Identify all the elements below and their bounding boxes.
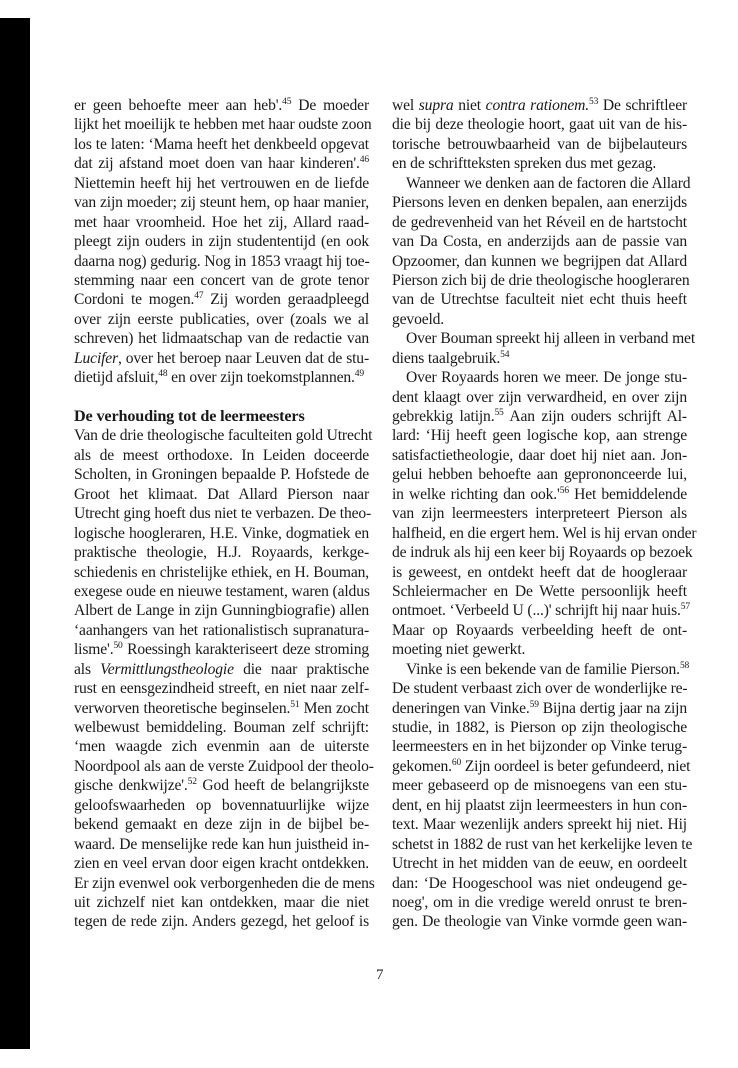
left-column	[74, 96, 375, 932]
text-line: diens taalgebruik.$^{54}$	[392, 349, 510, 367]
text-line: Over Royaards horen we meer. De jonge stu-	[406, 369, 687, 387]
text-line: leermeesters en in het bijzonder op Vinke terug-	[392, 738, 687, 756]
text-line: dent klaagt over zijn verwardheid, en over zijn	[392, 388, 687, 406]
text-line: daarna nog) gedurig. Nog in 1853 vraagt hij toe-	[74, 252, 370, 270]
text-line: noeg', om in die vredige wereld onrust te bren-	[392, 893, 687, 911]
text-line: gebrekkig latijn.$^{55}$ Aan zijn ouders schrijft Al-	[392, 408, 687, 425]
right-column	[392, 96, 697, 932]
text-line: text. Maar wezenlijk anders spreekt hij niet. Hij	[392, 816, 687, 834]
text-line: torische betrouwbaarheid van de bijbelauteurs	[392, 135, 687, 153]
text-line: die bij deze theologie hoort, gaat uit van de his-	[392, 116, 687, 134]
text-line: uit zichzelf niet kan ontdekken, maar die niet	[74, 893, 369, 911]
text-line: gische denkwijze'.$^{52}$ God heeft de belangrijkste	[74, 777, 369, 795]
text-line: schetst in 1882 de rust van het kerkelijke leven te	[392, 835, 693, 853]
text-line: studie, in 1882, is Pierson op zijn theologische	[392, 719, 687, 736]
text-line: van de Utrechtse faculteit niet echt thuis heeft	[392, 291, 687, 309]
text-line: ‘aanhangers van het rationalistisch supranatura-	[74, 621, 369, 639]
scan-black-edge	[0, 18, 30, 1049]
text-line: van zijn moeder; zij steunt hem, op haar manier,	[74, 194, 369, 212]
text-line: Maar op Royaards verbeelding heeft de ont-	[392, 621, 687, 639]
text-line: ontmoet. ‘Verbeeld U (...)' schrijft hij naar huis.$^{57}$	[392, 602, 690, 620]
text-line: rust en eensgezindheid streeft, en niet naar zelf-	[74, 680, 369, 698]
text-line: schiedenis en christelijke ethiek, en H. Bouman,	[74, 563, 369, 581]
text-line: geloofswaarheden op bovennatuurlijke wijze	[74, 796, 369, 814]
text-line: is geweest, en ontdekt heeft dat de hoogleraar	[392, 563, 687, 581]
text-line: zien en veel ervan door eigen kracht ontdekken.	[74, 855, 369, 873]
text-line: Noordpool als aan de verste Zuidpool der theolo-	[74, 757, 374, 775]
text-line: gekomen.$^{60}$ Zijn oordeel is beter gefundeerd, niet	[392, 757, 691, 775]
text-line: tegen de rede zijn. Anders gezegd, het geloof is	[74, 913, 369, 931]
text-line: Utrecht in het midden van de eeuw, en oordeelt	[392, 855, 687, 873]
text-line: Niettemin heeft hij het vertrouwen en de liefde	[74, 174, 369, 192]
text-line: als de meest orthodoxe. In Leiden doceerde	[74, 446, 369, 464]
text-line: als Vermittlungstheologie die naar praktische	[74, 660, 369, 678]
text-line: Schleiermacher en De Wette persoonlijk heeft	[392, 582, 687, 600]
text-line: stemming naar een concert van de grote tenor	[74, 271, 369, 289]
text-line: Piersons leven en denken bepalen, aan enerzijds	[392, 194, 687, 212]
text-line: met haar vroomheid. Hoe het zij, Allard raad-	[74, 213, 369, 231]
text-line: satisfactietheologie, daar doet hij niet aan. Jon-	[392, 446, 687, 464]
text-line: Er zijn evenwel ook verborgenheden die de mens	[74, 874, 375, 892]
text-line: Wanneer we denken aan de factoren die Allard	[406, 174, 691, 192]
text-line: de indruk als hij een keer bij Royaards op bezoek	[392, 544, 693, 562]
text-line: lard: ‘Hij heeft geen logische kop, aan strenge	[392, 427, 687, 445]
text-line: meer gebaseerd op de misnoegens van een stu-	[392, 777, 687, 795]
text-line: schreven) het lidmaatschap van de redactie van	[74, 330, 369, 348]
text-line: in welke richting dan $ook.'^{56}$ Het bemiddelende	[392, 485, 687, 503]
text-line: deneringen van Vinke.$^{59}$ Bijna dertig jaar na zijn	[392, 699, 687, 717]
text-line: Over Bouman spreekt hij alleen in verband met	[406, 330, 696, 348]
text-line: Albert de Lange in zijn Gunningbiografie) allen	[74, 602, 369, 620]
text-line: Vinke is een bekende van de familie Pierson.$^{58}$	[406, 660, 690, 678]
text-line: Cordoni te mogen.$^{47}$ Zij worden geraadpleegd	[74, 291, 369, 309]
text-line: over zijn eerste publicaties, over (zoals we al	[74, 310, 369, 328]
text-line: gevoeld.	[392, 310, 445, 328]
text-line: dietijd afsluit,$^{48}$ en over zijn toekomstplannen.$^{49}$	[74, 369, 364, 387]
text-line: gen. De theologie van Vinke vormde geen wan-	[392, 913, 687, 931]
text-line: pleegt zijn ouders in zijn studententijd (en ook	[74, 233, 369, 251]
text-line: lijkt het moeilijk te hebben met haar oudste zoon	[74, 116, 372, 134]
text-line: logische hoogleraren, H.E. Vinke, dogmatiek en	[74, 524, 369, 542]
text-line: de gedrevenheid van het Réveil en de hartstocht	[392, 213, 687, 231]
text-line: dent, en hij plaatst zijn leermeesters in hun con-	[392, 796, 687, 814]
text-line: exegese oude en nieuwe testament, waren (aldus	[74, 582, 370, 600]
text-line: lisme'.$^{50}$ Roessingh karakteriseert deze stroming	[74, 641, 369, 659]
blank-line	[74, 388, 369, 407]
text-line: ‘men waagde zich evenmin aan de uiterste	[74, 738, 369, 756]
text-line: los te laten: ‘Mama heeft het denkbeeld opgevat	[74, 135, 369, 153]
text-line: dan: ‘De Hoogeschool was niet ondeugend ge-	[392, 874, 687, 892]
text-line: en de schriftteksten spreken dus met gezag.	[392, 155, 657, 173]
text-line: waard. De menselijke rede kan hun juistheid in-	[74, 835, 369, 853]
text-line: praktische theologie, H.J. Royaards, kerkge-	[74, 544, 369, 562]
text-line: wel supra niet contra rationem.$^{53}$ De schriftleer	[392, 97, 688, 114]
text-line: moeting niet gewerkt.	[392, 641, 526, 659]
text-line: Van de drie theologische faculteiten gold Utrecht	[74, 427, 373, 445]
text-line: halfheid, en die ergert hem. Wel is hij ervan onder	[392, 524, 697, 542]
text-line: Utrecht ging hoeft dus niet te verbazen. De theo-	[74, 505, 372, 523]
text-line: van zijn leermeesters interpreteert Pierson als	[392, 505, 687, 523]
text-line: Scholten, in Groningen bepaalde P. Hofstede de	[74, 466, 369, 484]
text-line: bekend gemaakt en deze zijn in de bijbel be-	[74, 816, 369, 834]
text-line: Lucifer, over het beroep naar Leuven dat de stu-	[74, 349, 369, 367]
text-line: verworven theoretische beginselen.$^{51}$ Men zocht	[74, 699, 369, 717]
text-line: Pierson zich bij de drie theologische hoogleraren	[392, 271, 690, 289]
text-line: gelui hebben behoefte aan geprononceerde lui,	[392, 466, 687, 484]
text-line: Opzoomer, dan kunnen we begrijpen dat Allard	[392, 252, 687, 270]
text-line: De student verbaast zich over de wonderlijke re-	[392, 680, 688, 698]
page-number: 7	[376, 967, 384, 983]
text-line: welbewust bemiddeling. Bouman zelf schrijft:	[74, 719, 369, 736]
section-heading: De verhouding tot de leermeesters	[74, 407, 305, 425]
text-line: er geen behoefte meer aan heb'.$^{45}$ De moeder	[74, 97, 369, 114]
text-line: Groot het klimaat. Dat Allard Pierson naar	[74, 485, 369, 503]
text-line: van Da Costa, en anderzijds aan de passie van	[392, 233, 687, 251]
text-line: dat zij afstand moet doen van haar kinderen'.$^{46}$	[74, 155, 369, 173]
